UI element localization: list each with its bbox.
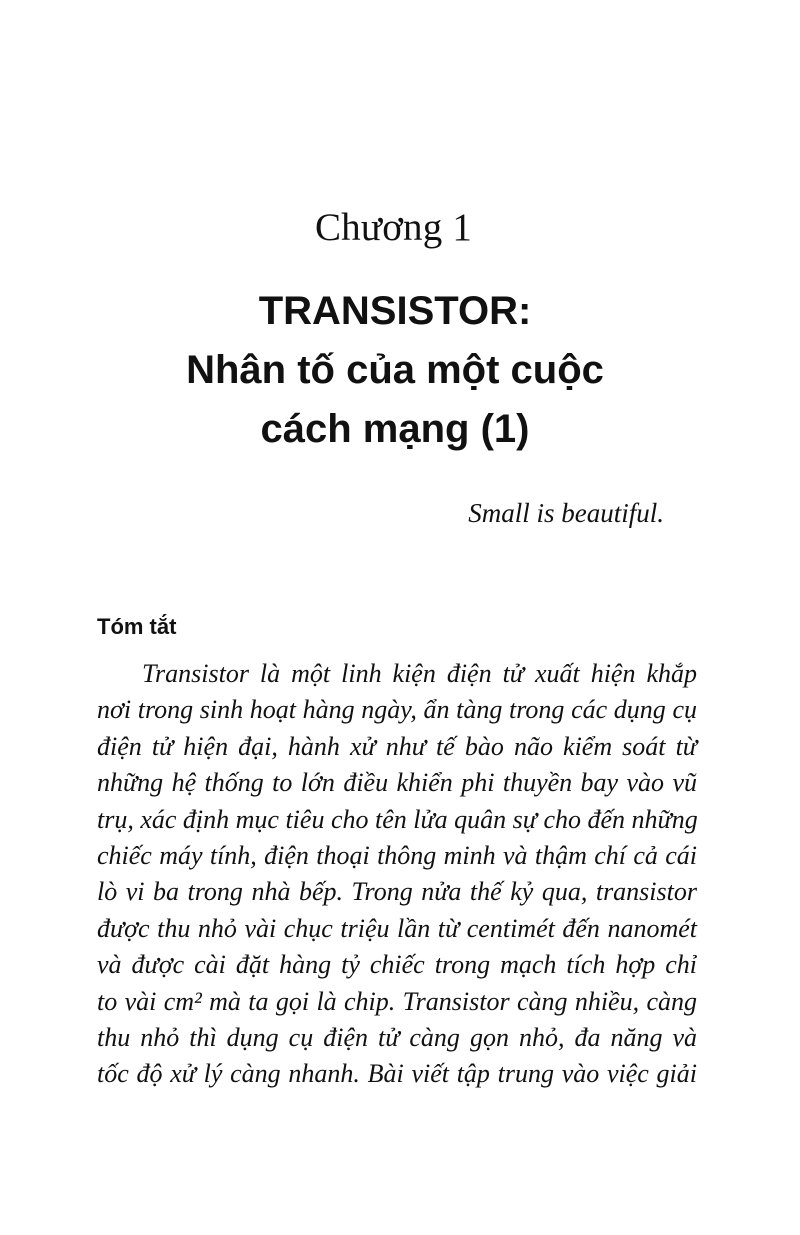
paragraph-line: Transistor là một linh kiện điện tử xuất hiện khắp bbox=[142, 659, 697, 688]
paragraph-line: điện tử hiện đại, hành xử như tế bào não kiểm soát từ bbox=[97, 731, 697, 761]
chapter-title-line: Nhân tố của một cuộc bbox=[186, 348, 604, 392]
paragraph-line: to vài cm² mà ta gọi là chip. Transistor càng nhiều, càng bbox=[97, 986, 697, 1016]
paragraph-line: nơi trong sinh hoạt hàng ngày, ẩn tàng trong các dụng cụ bbox=[97, 695, 697, 725]
paragraph-line: lò vi ba trong nhà bếp. Trong nửa thế kỷ qua, transistor bbox=[97, 877, 697, 907]
chapter-label: Chương 1 bbox=[314, 206, 473, 249]
chapter-title-line: TRANSISTOR: bbox=[258, 289, 532, 333]
chapter-title bbox=[0, 282, 790, 459]
paragraph-line: thu nhỏ thì dụng cụ điện tử càng gọn nhỏ, đa năng và bbox=[97, 1023, 697, 1053]
paragraph-line: được thu nhỏ vài chục triệu lần từ centimét đến nanomét bbox=[97, 913, 697, 943]
paragraph-line: và được cài đặt hàng tỷ chiếc trong mạch tích hợp chỉ bbox=[97, 950, 697, 980]
paragraph-line: tốc độ xử lý càng nhanh. Bài viết tập trung vào việc giải bbox=[97, 1059, 697, 1089]
summary-paragraph bbox=[97, 656, 697, 1093]
epigraph: Small is beautiful. bbox=[468, 498, 664, 528]
paragraph-line: chiếc máy tính, điện thoại thông minh và thậm chí cả cái bbox=[97, 841, 697, 871]
chapter-title-line: cách mạng (1) bbox=[260, 407, 530, 451]
paragraph-line: những hệ thống to lớn điều khiển phi thuyền bay vào vũ bbox=[97, 768, 697, 798]
paragraph-line: trụ, xác định mục tiêu cho tên lửa quân sự cho đến những bbox=[97, 804, 698, 834]
summary-heading: Tóm tắt bbox=[97, 614, 177, 639]
